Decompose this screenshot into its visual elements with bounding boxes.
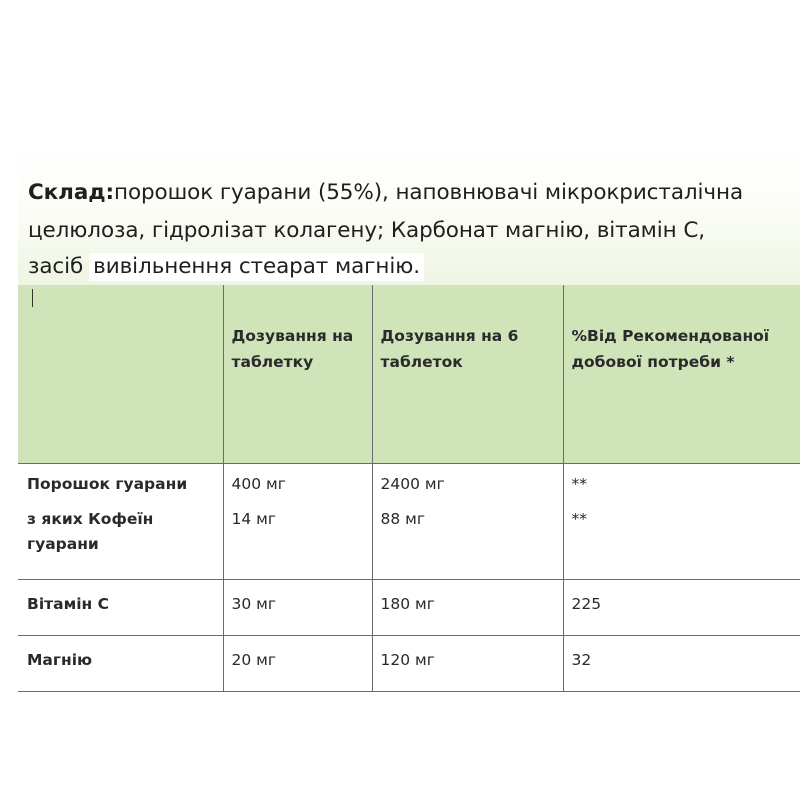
- composition-line-3: [28, 253, 424, 281]
- composition-text-3a: засіб: [28, 254, 84, 279]
- row-name: Порошок гуарани: [27, 475, 188, 493]
- row-per-tablet: 30 мг: [223, 580, 372, 636]
- row-name: Вітамін С: [18, 580, 223, 636]
- nutrition-table: [18, 285, 800, 692]
- row-per-six: 2400 мг: [380, 475, 445, 493]
- row-percent: **: [571, 475, 587, 493]
- header-per-tablet: Дозування на таблетку: [223, 285, 372, 464]
- row-sub-percent: **: [571, 510, 587, 528]
- composition-text-1: порошок гуарани (55%), наповнювачі мікрокристалічна: [114, 180, 744, 205]
- row-per-tablet-cell: [223, 464, 372, 580]
- row-sub-per-tablet: 14 мг: [231, 510, 276, 528]
- composition-line-1: [28, 179, 743, 207]
- row-percent-cell: [563, 464, 800, 580]
- row-per-tablet: 20 мг: [223, 636, 372, 692]
- row-name-cell: [18, 464, 223, 580]
- header-empty-cell: [18, 285, 223, 464]
- table-row: [18, 636, 800, 692]
- row-sub-name: з яких Кофеїн гуарани: [27, 510, 154, 553]
- table-row: [18, 580, 800, 636]
- row-name: Магнію: [18, 636, 223, 692]
- row-per-six: 180 мг: [372, 580, 563, 636]
- header-per-six: Дозування на 6 таблеток: [372, 285, 563, 464]
- row-per-tablet: 400 мг: [231, 475, 286, 493]
- table-header-row: [18, 285, 800, 464]
- row-per-six-cell: [372, 464, 563, 580]
- row-percent: 225: [563, 580, 800, 636]
- header-percent: %Від Рекомендованої добової потреби *: [563, 285, 800, 464]
- row-percent: 32: [563, 636, 800, 692]
- text-cursor-icon: [32, 289, 33, 307]
- composition-line-2: [28, 217, 705, 245]
- table-row: [18, 464, 800, 580]
- composition-text-3b: вивільнення стеарат магнію.: [89, 253, 424, 281]
- row-per-six: 120 мг: [372, 636, 563, 692]
- composition-block: [18, 145, 800, 285]
- composition-text-2: целюлоза, гідролізат колагену; Карбонат магнію, вітамін С,: [28, 218, 705, 243]
- row-sub-per-six: 88 мг: [380, 510, 425, 528]
- composition-label: Склад:: [28, 180, 114, 205]
